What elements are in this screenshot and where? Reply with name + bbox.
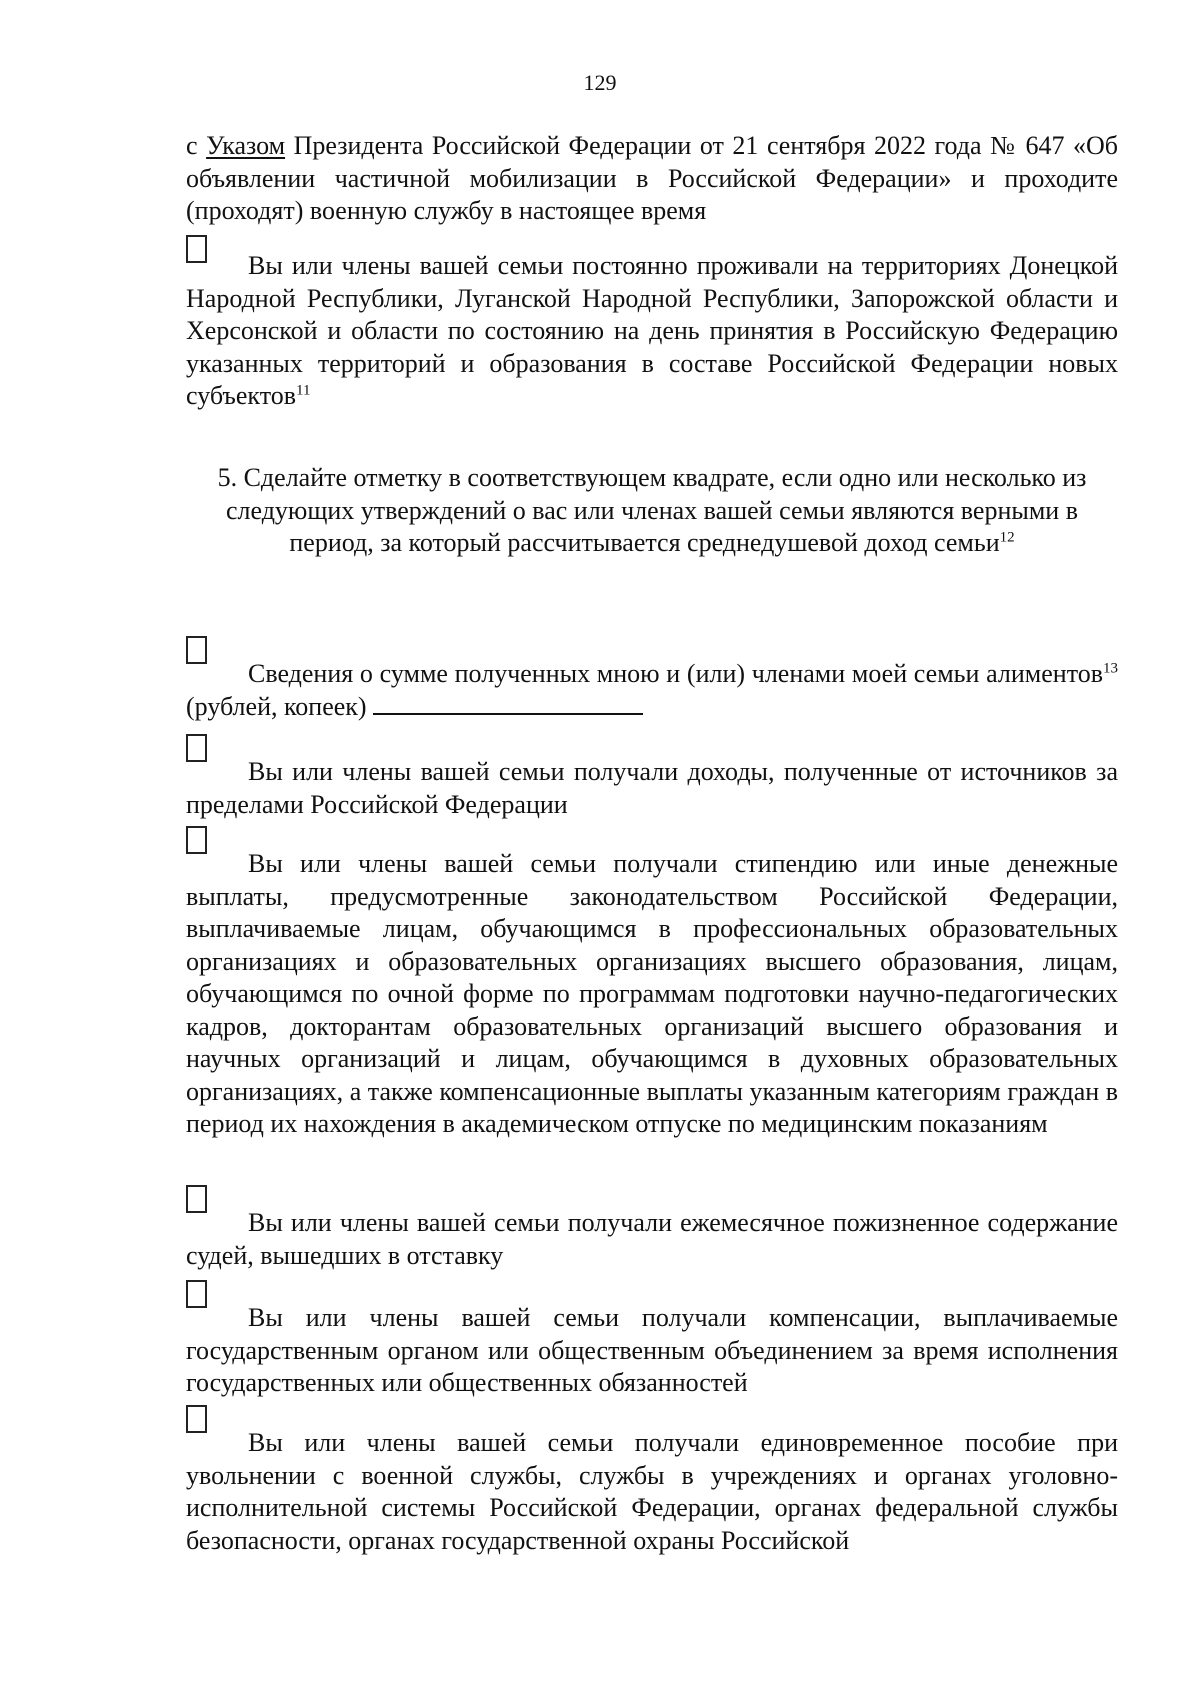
option-compensation-text: Вы или члены вашей семьи получали компенсации, выплачиваемые государственным органом или общественным объединением за время исполнения государственных или общественных обязанностей xyxy=(186,1303,1118,1397)
continuation-prefix: с xyxy=(186,131,207,160)
option-judges-text: Вы или члены вашей семьи получали ежемесячное пожизненное содержание судей, вышедших в отставку xyxy=(186,1208,1118,1270)
option-foreign-income xyxy=(186,756,1118,821)
continuation-paragraph xyxy=(186,130,1118,228)
option-residence-text: Вы или члены вашей семьи постоянно проживали на территориях Донецкой Народной Республики, Луганской Народной Республики, Запорожской области и Херсонской и области по состоянию на день принятия в Российскую Федерацию указанных территорий и образования в составе Российской Федерации новых субъектов xyxy=(186,251,1118,410)
page-number: 129 xyxy=(583,70,617,95)
option-alimony xyxy=(186,658,1118,723)
alimony-amount-field[interactable] xyxy=(373,691,643,715)
option-stipend xyxy=(186,848,1118,1141)
option-severance xyxy=(186,1427,1118,1557)
option-alimony-text: Сведения о сумме полученных мною и (или) членами моей семьи алиментов xyxy=(248,659,1103,688)
footnote-11: 11 xyxy=(296,382,311,399)
section-5-heading-text: 5. Сделайте отметку в соответствующем квадрате, если одно или несколько из следующих утверждений о вас или членах вашей семьи являются верными в период, за который рассчитывается среднедушевой доход семьи xyxy=(217,463,1087,557)
decree-link[interactable]: Указом xyxy=(206,131,286,160)
option-severance-text: Вы или члены вашей семьи получали единовременное пособие при увольнении с военной службы, службы в учреждениях и органах уголовно-исполнительной системы Российской Федерации, органах федеральной службы безопасности, органах государственной охраны Российской xyxy=(186,1428,1118,1555)
option-residence xyxy=(186,250,1118,413)
option-stipend-text: Вы или члены вашей семьи получали стипендию или иные денежные выплаты, предусмотренные законодательством Российской Федерации, выплачиваемые лицам, обучающимся в профессиональных образовательных организациях и образовательных организациях высшего образования, лицам, обучающимся по очной форме по программам подготовки научно-педагогических кадров, докторантам образовательных организаций высшего образования и научных организаций и лицам, обучающимся в духовных образовательных организациях, а также компенсационные выплаты указанным категориям граждан в период их нахождения в академическом отпуске по медицинским показаниям xyxy=(186,849,1118,1138)
footnote-13: 13 xyxy=(1103,660,1118,677)
section-5-heading xyxy=(186,462,1118,560)
option-foreign-income-text: Вы или члены вашей семьи получали доходы, полученные от источников за пределами Российской Федерации xyxy=(186,757,1118,819)
footnote-12: 12 xyxy=(999,529,1015,546)
continuation-text: Президента Российской Федерации от 21 сентября 2022 года № 647 «Об объявлении частичной мобилизации в Российской Федерации» и проходите (проходят) военную службу в настоящее время xyxy=(186,131,1118,225)
option-alimony-units: (рублей, копеек) xyxy=(186,691,367,721)
option-judges xyxy=(186,1207,1118,1272)
option-compensation xyxy=(186,1302,1118,1400)
